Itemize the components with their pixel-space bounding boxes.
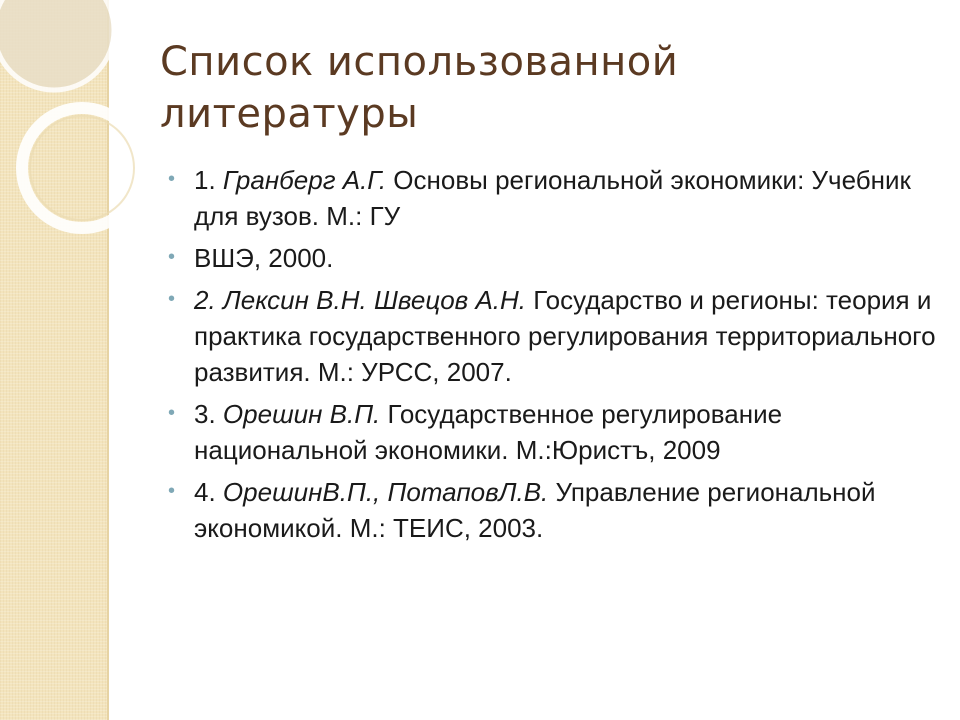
reference-text: Основы региональной экономики: Учебник для вузов. М.: ГУ xyxy=(194,165,911,231)
list-item xyxy=(166,282,936,390)
bullet-icon: • xyxy=(168,168,176,190)
reference-author: Гранберг А.Г. xyxy=(222,165,387,195)
reference-number: 4. xyxy=(194,477,223,507)
references-list xyxy=(166,162,936,552)
list-item xyxy=(166,474,936,546)
reference-number: 1. xyxy=(194,165,223,195)
reference-text: Государство и регионы: теория и практика государственного регулирования территориального развития. М.: УРСС, 2007. xyxy=(194,285,936,387)
reference-text: Управление региональной экономикой. М.: ТЕИС, 2003. xyxy=(194,477,876,543)
list-item xyxy=(166,162,936,234)
reference-number: 3. xyxy=(194,399,223,429)
list-item xyxy=(166,396,936,468)
reference-text: ВШЭ, 2000. xyxy=(194,243,334,273)
reference-author: 2. Лексин В.Н. Швецов А.Н. xyxy=(194,285,527,315)
reference-author: ОрешинВ.П., ПотаповЛ.В. xyxy=(222,477,549,507)
bullet-icon: • xyxy=(168,402,176,424)
list-item xyxy=(166,240,936,276)
page-title: Список использованной литературы xyxy=(160,39,679,137)
reference-author: Орешин В.П. xyxy=(222,399,381,429)
bullet-icon: • xyxy=(168,480,176,502)
reference-text: Государственное регулирование национальной экономики. М.:Юристъ, 2009 xyxy=(194,399,783,465)
bullet-icon: • xyxy=(168,288,176,310)
bullet-icon: • xyxy=(168,246,176,268)
